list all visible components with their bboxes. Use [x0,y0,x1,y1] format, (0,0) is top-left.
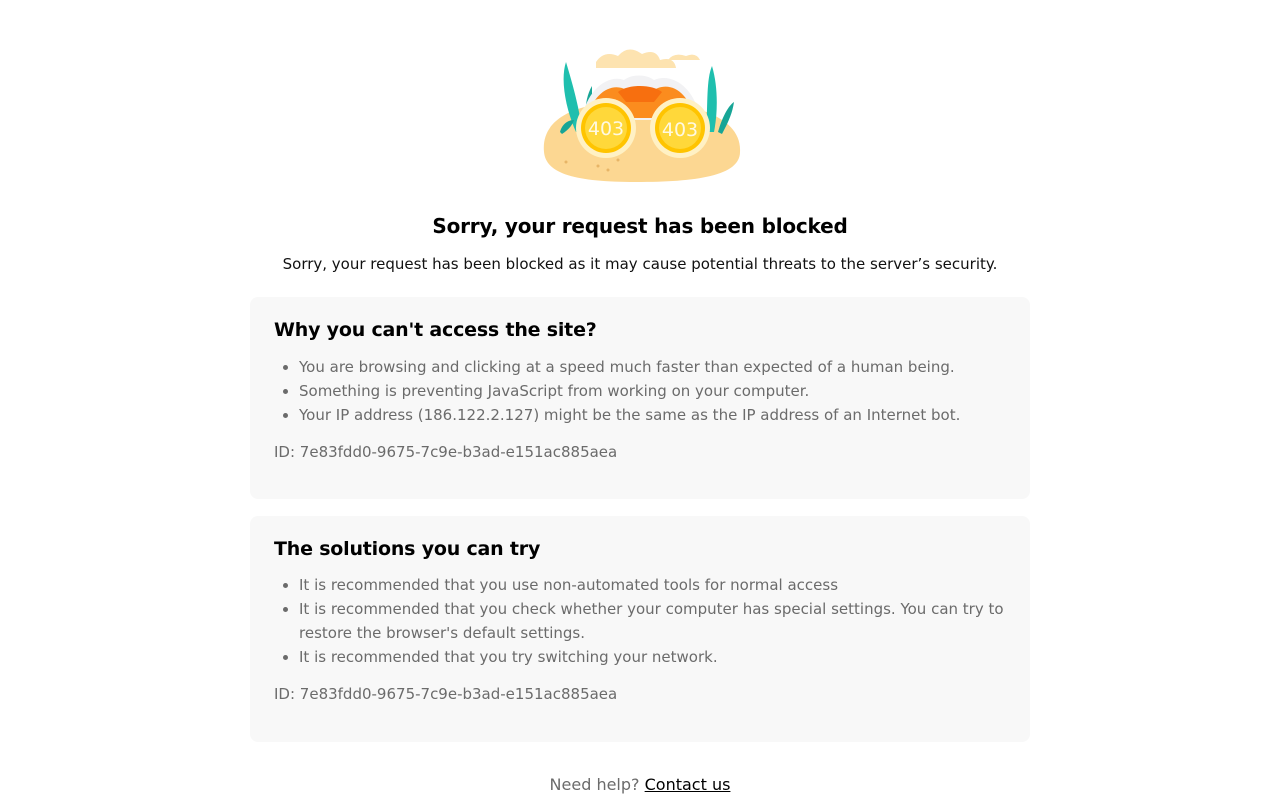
contact-us-link[interactable]: Contact us [644,775,731,794]
solutions-card [250,516,1030,742]
list-item: • It is recommended that you try switching your network. [299,645,1006,669]
help-footer [0,775,1280,794]
solutions-card-title: The solutions you can try [274,538,541,560]
solutions-list [274,573,1006,669]
page-title: Sorry, your request has been blocked [432,214,848,238]
why-card [250,297,1030,499]
help-text: Need help? [549,775,640,794]
list-item: • You are browsing and clicking at a speed much faster than expected of a human being. [299,355,1006,379]
why-reasons-list [274,355,1006,427]
binoculars-403-icon [536,40,744,188]
list-item: • Something is preventing JavaScript from working on your computer. [299,379,1006,403]
lens-left-label: 403 [587,118,625,140]
list-item: • It is recommended that you use non-automated tools for normal access [299,573,1006,597]
page-subtitle: Sorry, your request has been blocked as it may cause potential threats to the server’s security. [282,255,998,273]
request-id: ID: 7e83fdd0-9675-7c9e-b3ad-e151ac885aea [274,443,618,461]
list-item: • Your IP address (186.122.2.127) might be the same as the IP address of an Internet bot. [299,403,1006,427]
list-item: • It is recommended that you check whether your computer has special settings. You can try to restore the browser's default settings. [299,597,1006,645]
why-card-title: Why you can't access the site? [274,319,597,341]
lens-right-label: 403 [661,119,699,141]
request-id: ID: 7e83fdd0-9675-7c9e-b3ad-e151ac885aea [274,685,618,703]
